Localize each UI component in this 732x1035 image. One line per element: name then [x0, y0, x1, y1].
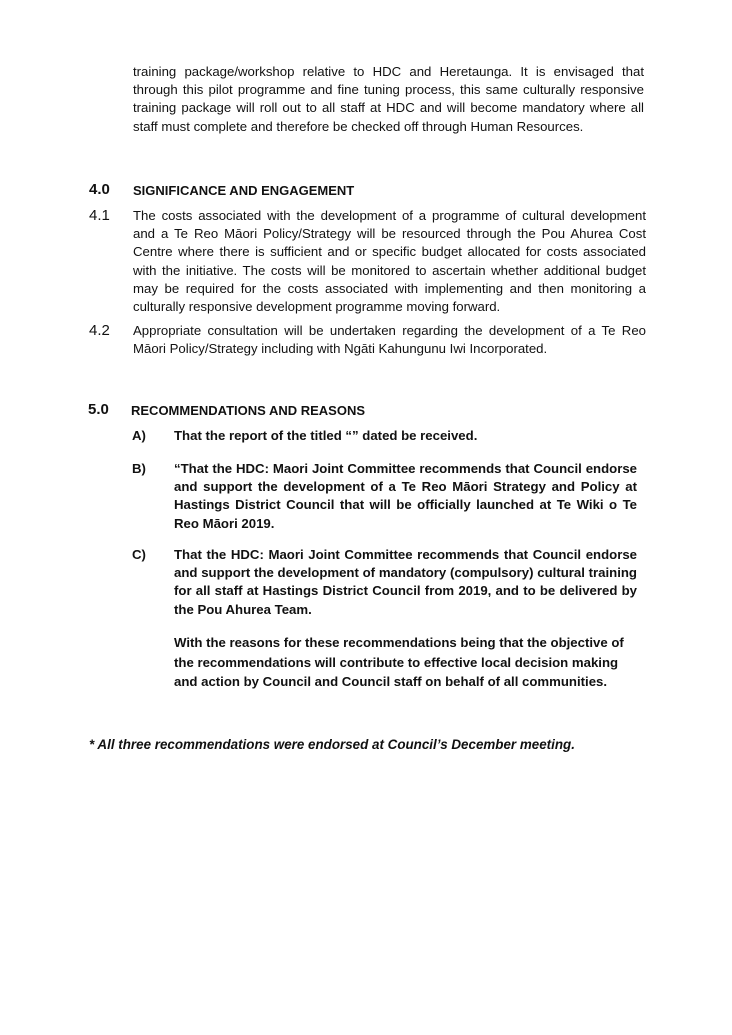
section-5-number: 5.0: [88, 401, 109, 418]
recommendation-a-text: That the report of the titled “” dated be received.: [174, 428, 478, 443]
recommendation-b-text: “That the HDC: Maori Joint Committee recommends that Council endorse and support the development of a Te Reo Māori Strategy and Policy at Hastings District Council that will be officially launched at Te Wiki o Te Reo Māori 2019.: [174, 461, 637, 531]
item-4-2-text: Appropriate consultation will be undertaken regarding the development of a Te Reo Māori Policy/Strategy including with Ngāti Kahungunu Iwi Incorporated.: [133, 323, 646, 357]
recommendation-b-label: B): [132, 461, 146, 476]
section-4-heading: SIGNIFICANCE AND ENGAGEMENT: [133, 183, 355, 198]
item-4-1-text: The costs associated with the development of a programme of cultural development and a Te Reo Māori Policy/Strategy will be resourced through the Pou Ahurea Cost Centre where there is sufficient and or specific budget allocated for costs associated with the initiative. The costs will be monitored to ascertain whether additional budget may be required for the costs associated with implementing and then monitoring a culturally responsive development programme moving forward.: [133, 208, 646, 315]
section-4-number: 4.0: [89, 181, 110, 198]
item-4-1-number: 4.1: [89, 207, 110, 224]
intro-paragraph: training package/workshop relative to HDC and Heretaunga. It is envisaged that through this pilot programme and fine tuning process, this same culturally responsive training package will roll out to all staff at HDC and will become mandatory where all staff must complete and therefore be checked off through Human Resources.: [133, 64, 644, 134]
recommendation-c-text: That the HDC: Maori Joint Committee recommends that Council endorse and support the development of mandatory (compulsory) cultural training for all staff at Hastings District Council from 2019, and to be delivered by the Pou Ahurea Team.: [174, 547, 637, 617]
footnote: * All three recommendations were endorsed at Council’s December meeting.: [89, 737, 575, 752]
recommendation-c-label: C): [132, 547, 146, 562]
item-4-2-number: 4.2: [89, 322, 110, 339]
recommendation-a-label: A): [132, 428, 146, 443]
recommendation-reasons: With the reasons for these recommendations being that the objective of the recommendations will contribute to effective local decision making and action by Council and Council staff on behalf of all communities.: [174, 635, 624, 689]
section-5-heading: RECOMMENDATIONS AND REASONS: [131, 403, 366, 418]
